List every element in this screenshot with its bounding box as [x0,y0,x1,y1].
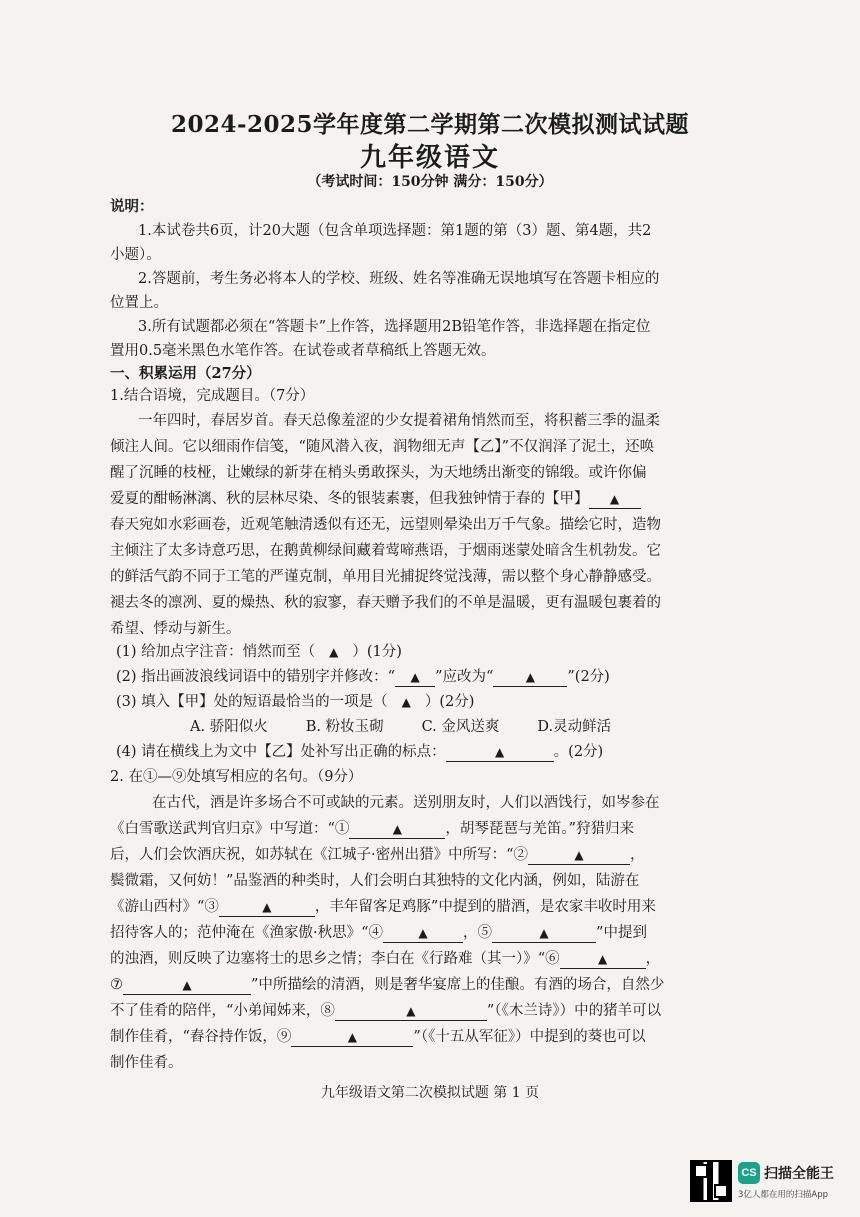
answer-blank-5[interactable]: ▲ [492,925,596,943]
question-1-3: (3) 填入【甲】处的短语最恰当的一项是（ ▲ ）(2分) [116,694,475,710]
option-b[interactable]: B. 粉妆玉砌 [305,719,384,735]
instruction-1-line2: 小题）。 [110,247,161,263]
scanner-tagline: 3亿人都在用的扫描App [738,1190,829,1200]
answer-blank-correct-char[interactable]: ▲ [493,669,567,687]
section-heading: 一、积累运用（27分） [110,365,261,382]
q2-line: 制作佳肴，“舂谷持作饭，⑨ ▲ ”（《十五从军征》）中提到的葵也可以 [110,1029,646,1045]
q2-line: 不了佳肴的陪伴，“小弟闻姊来，⑧ ▲ ”（《木兰诗》）中的猪羊可以 [110,1003,662,1019]
answer-blank-3[interactable]: ▲ [219,899,315,917]
answer-blank-9[interactable]: ▲ [291,1029,413,1047]
exam-info: （考试时间：150分钟 满分：150分） [307,174,553,190]
answer-blank-2[interactable]: ▲ [528,847,630,865]
answer-blank-1[interactable]: ▲ [349,821,445,839]
passage-line: 主倾注了太多诗意巧思，在鹅黄柳绿间藏着莺啼燕语，于烟雨迷蒙处暗含生机勃发。它 [110,543,661,559]
instruction-2-line1: 2.答题前，考生务必将本人的学校、班级、姓名等准确无误地填写在答题卡相应的 [138,271,660,287]
instruction-2-line2: 位置上。 [110,295,168,311]
instruction-3-line2: 置用0.5毫米黑色水笔作答。在试卷或者草稿纸上答题无效。 [110,343,496,359]
q2-line: 制作佳肴。 [110,1055,183,1071]
cs-logo-icon: CS [738,1162,760,1184]
q2-line: 《白雪歌送武判官归京》中写道：“① ▲ ，胡琴琵琶与羌笛。”狩猎归来 [110,821,635,837]
instruction-1-line1: 1.本试卷共6页，计20大题（包含单项选择题：第1题的第（3）题、第4题，共2 [138,223,652,239]
q2-line: ⑦ ▲ ”中所描绘的清酒，则是奢华宴席上的佳酿。有酒的场合，自然少 [110,977,665,993]
q2-line: 鬓微霜，又何妨！”品鉴酒的种类时，人们会明白其独特的文化内涵，例如，陆游在 [110,873,640,889]
passage-line: 褪去冬的凛冽、夏的燥热、秋的寂寥，春天赠予我们的不单是温暖，更有温暖包裹着的 [110,595,661,611]
question-1-1: (1) 给加点字注音：悄然而至（ ▲ ）(1分) [116,644,402,660]
q2-line: 招待客人的；范仲淹在《渔家傲·秋思》“④ ▲ ，⑤ ▲ ”中提到 [110,925,647,941]
passage-line: 希望、悸动与新生。 [110,621,241,637]
instruction-3-line1: 3.所有试题都必须在“答题卡”上作答，选择题用2B铅笔作答，非选择题在指定位 [138,319,651,335]
passage-line: 爱夏的酣畅淋漓、秋的层林尽染、冬的银装素裹，但我独钟情于春的【甲】 ▲ [110,487,641,509]
question-1-3-options [190,715,649,736]
answer-blank-wrong-char[interactable]: ▲ [395,669,435,687]
answer-blank-4[interactable]: ▲ [383,925,463,943]
answer-blank-8[interactable]: ▲ [335,1003,487,1021]
passage-line: 倾注人间。它以细雨作信笺，“随风潜入夜，润物细无声【乙】”不仅润泽了泥土，还唤 [110,439,655,455]
q2-line: 的浊酒，则反映了边塞将士的思乡之情；李白在《行路难（其一）》“⑥ ▲ ， [110,951,661,967]
option-d[interactable]: D.灵动鲜活 [537,719,612,735]
option-c[interactable]: C. 金风送爽 [421,719,500,735]
q2-line: 后，人们会饮酒庆祝，如苏轼在《江城子·密州出猎》中所写：“② ▲ ， [110,847,645,863]
instructions-label: 说明： [110,198,154,215]
q2-line: 在古代，酒是许多场合不可或缺的元素。送别朋友时，人们以酒饯行，如岑参在 [152,795,660,811]
exam-title: 2024-2025学年度第二学期第二次模拟测试试题 [170,111,690,138]
passage-line: 的鲜活气韵不同于工笔的严谨克制，单用目光捕捉终觉浅薄，需以整个身心静静感受。 [110,569,661,585]
question-1-4: (4) 请在横线上为文中【乙】处补写出正确的标点： ▲ 。(2分) [116,744,604,760]
scanner-watermark [690,1160,840,1206]
answer-blank-punctuation[interactable]: ▲ [446,744,554,762]
qr-code-icon [690,1160,732,1202]
question-1-2: (2) 指出画波浪线词语中的错别字并修改：“ ▲ ”应改为“ ▲ ”(2分) [116,669,610,685]
passage-line: 春天宛如水彩画卷，近观笔触清透似有还无，远望则晕染出万千气象。描绘它时，造物 [110,517,661,533]
passage-line: 一年四时，春居岁首。春天总像羞涩的少女提着裙角悄然而至，将积蓄三季的温柔 [138,413,660,429]
exam-subtitle: 九年级语文 [359,143,500,173]
answer-blank-jia[interactable]: ▲ [589,491,641,509]
scanner-app-name: 扫描全能王 [764,1166,834,1182]
answer-blank-choice[interactable]: ▲ [401,695,411,709]
page-footer: 九年级语文第二次模拟试题 第 1 页 [320,1085,540,1101]
question-1-title: 1.结合语境，完成题目。（7分） [110,388,315,404]
passage-line: 醒了沉睡的枝桠，让嫩绿的新芽在梢头勇敢探头，为天地绣出渐变的锦缎。或许你偏 [110,465,647,481]
q2-line: 《游山西村》“③ ▲ ，丰年留客足鸡豚”中提到的腊酒，是农家丰收时用来 [110,899,656,915]
answer-blank-7[interactable]: ▲ [123,977,251,995]
question-2-title: 2. 在①—⑨处填写相应的名句。（9分） [110,769,363,785]
option-a[interactable]: A. 骄阳似火 [190,719,268,735]
answer-blank-pinyin[interactable]: ▲ [329,645,339,659]
answer-blank-6[interactable]: ▲ [560,951,646,969]
